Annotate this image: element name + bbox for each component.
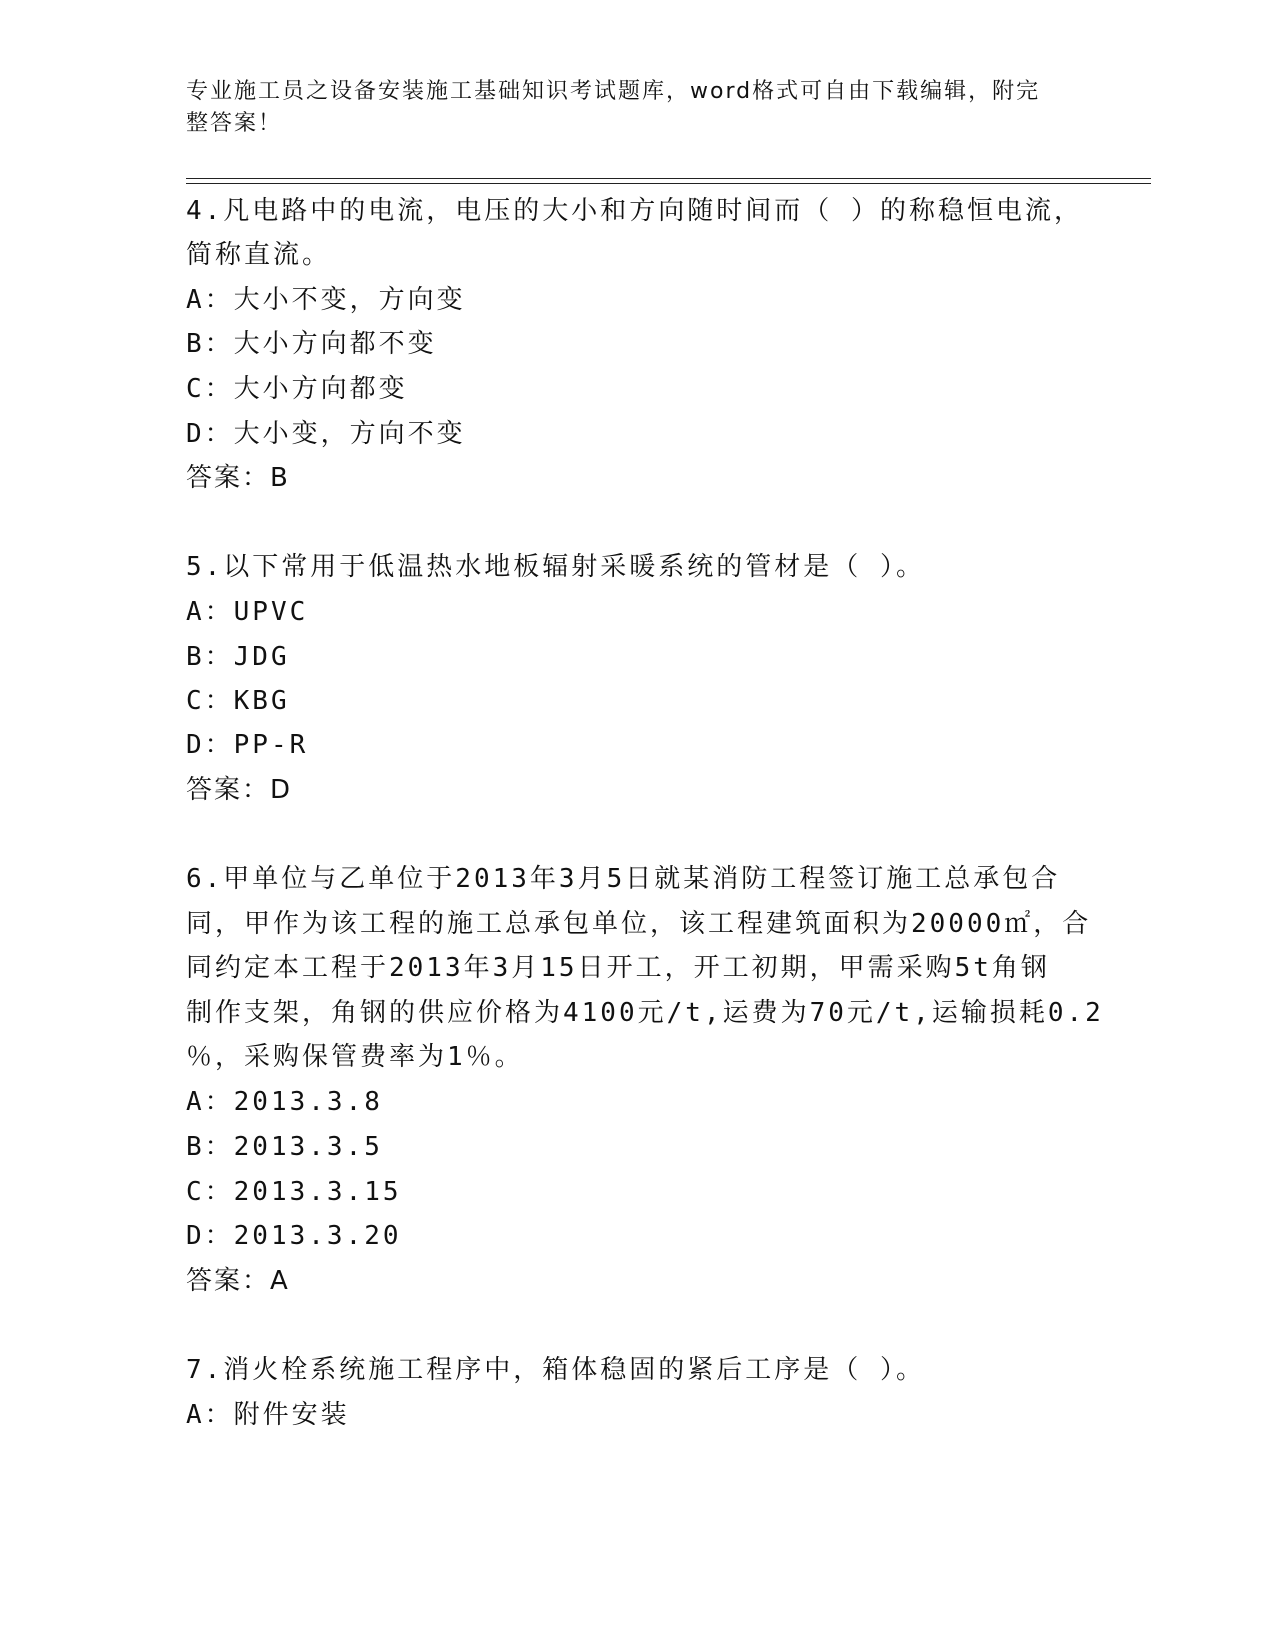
question-4-option-b: B：大小方向都不变 [186,329,437,359]
question-4-option-a: A：大小不变，方向变 [186,285,466,315]
question-6-stem-line-3: 同约定本工程于2013年3月15日开工，开工初期，甲需采购5t角钢 [186,953,1050,983]
question-5-answer: 答案：D [186,775,293,805]
header-line-2: 整答案！ [186,111,283,136]
question-6-stem-line-2: 同，甲作为该工程的施工总承包单位，该工程建筑面积为20000㎡，合 [186,909,1092,939]
question-4-stem-line-1: 4.凡电路中的电流，电压的大小和方向随时间而（ ）的称稳恒电流， [186,196,1083,226]
header-line-1: 专业施工员之设备安装施工基础知识考试题库，word格式可自由下载编辑，附完 [186,79,1041,104]
document-header [186,76,1086,140]
question-5-option-d: D：PP-R [186,730,309,760]
question-7-stem-line-1: 7.消火栓系统施工程序中，箱体稳固的紧后工序是（ ）。 [186,1355,925,1385]
question-6-stem-line-4: 制作支架，角钢的供应价格为4100元/t,运费为70元/t,运输损耗0.2 [186,998,1104,1028]
question-5-option-b: B：JDG [186,642,290,672]
question-6-stem-line-5: ％，采购保管费率为1％。 [186,1042,524,1072]
question-6-stem-line-1: 6.甲单位与乙单位于2013年3月5日就某消防工程签订施工总承包合 [186,864,1061,894]
question-4-stem-line-2: 简称直流。 [186,240,332,270]
question-7-option-a: A：附件安装 [186,1400,350,1430]
question-6-option-d: D：2013.3.20 [186,1221,402,1251]
question-6-option-c: C：2013.3.15 [186,1177,402,1207]
question-6-option-a: A：2013.3.8 [186,1087,383,1117]
question-5-option-a: A：UPVC [186,597,309,627]
question-5-option-c: C：KBG [186,686,290,716]
question-4-option-c: C：大小方向都变 [186,374,408,404]
question-5-stem-line-1: 5.以下常用于低温热水地板辐射采暖系统的管材是（ ）。 [186,552,925,582]
question-6-answer: 答案：A [186,1266,290,1296]
header-divider-top [186,178,1151,179]
header-divider-bottom [186,183,1151,184]
question-4-answer: 答案：B [186,463,290,493]
question-6-option-b: B：2013.3.5 [186,1132,383,1162]
question-4-option-d: D：大小变，方向不变 [186,419,466,449]
